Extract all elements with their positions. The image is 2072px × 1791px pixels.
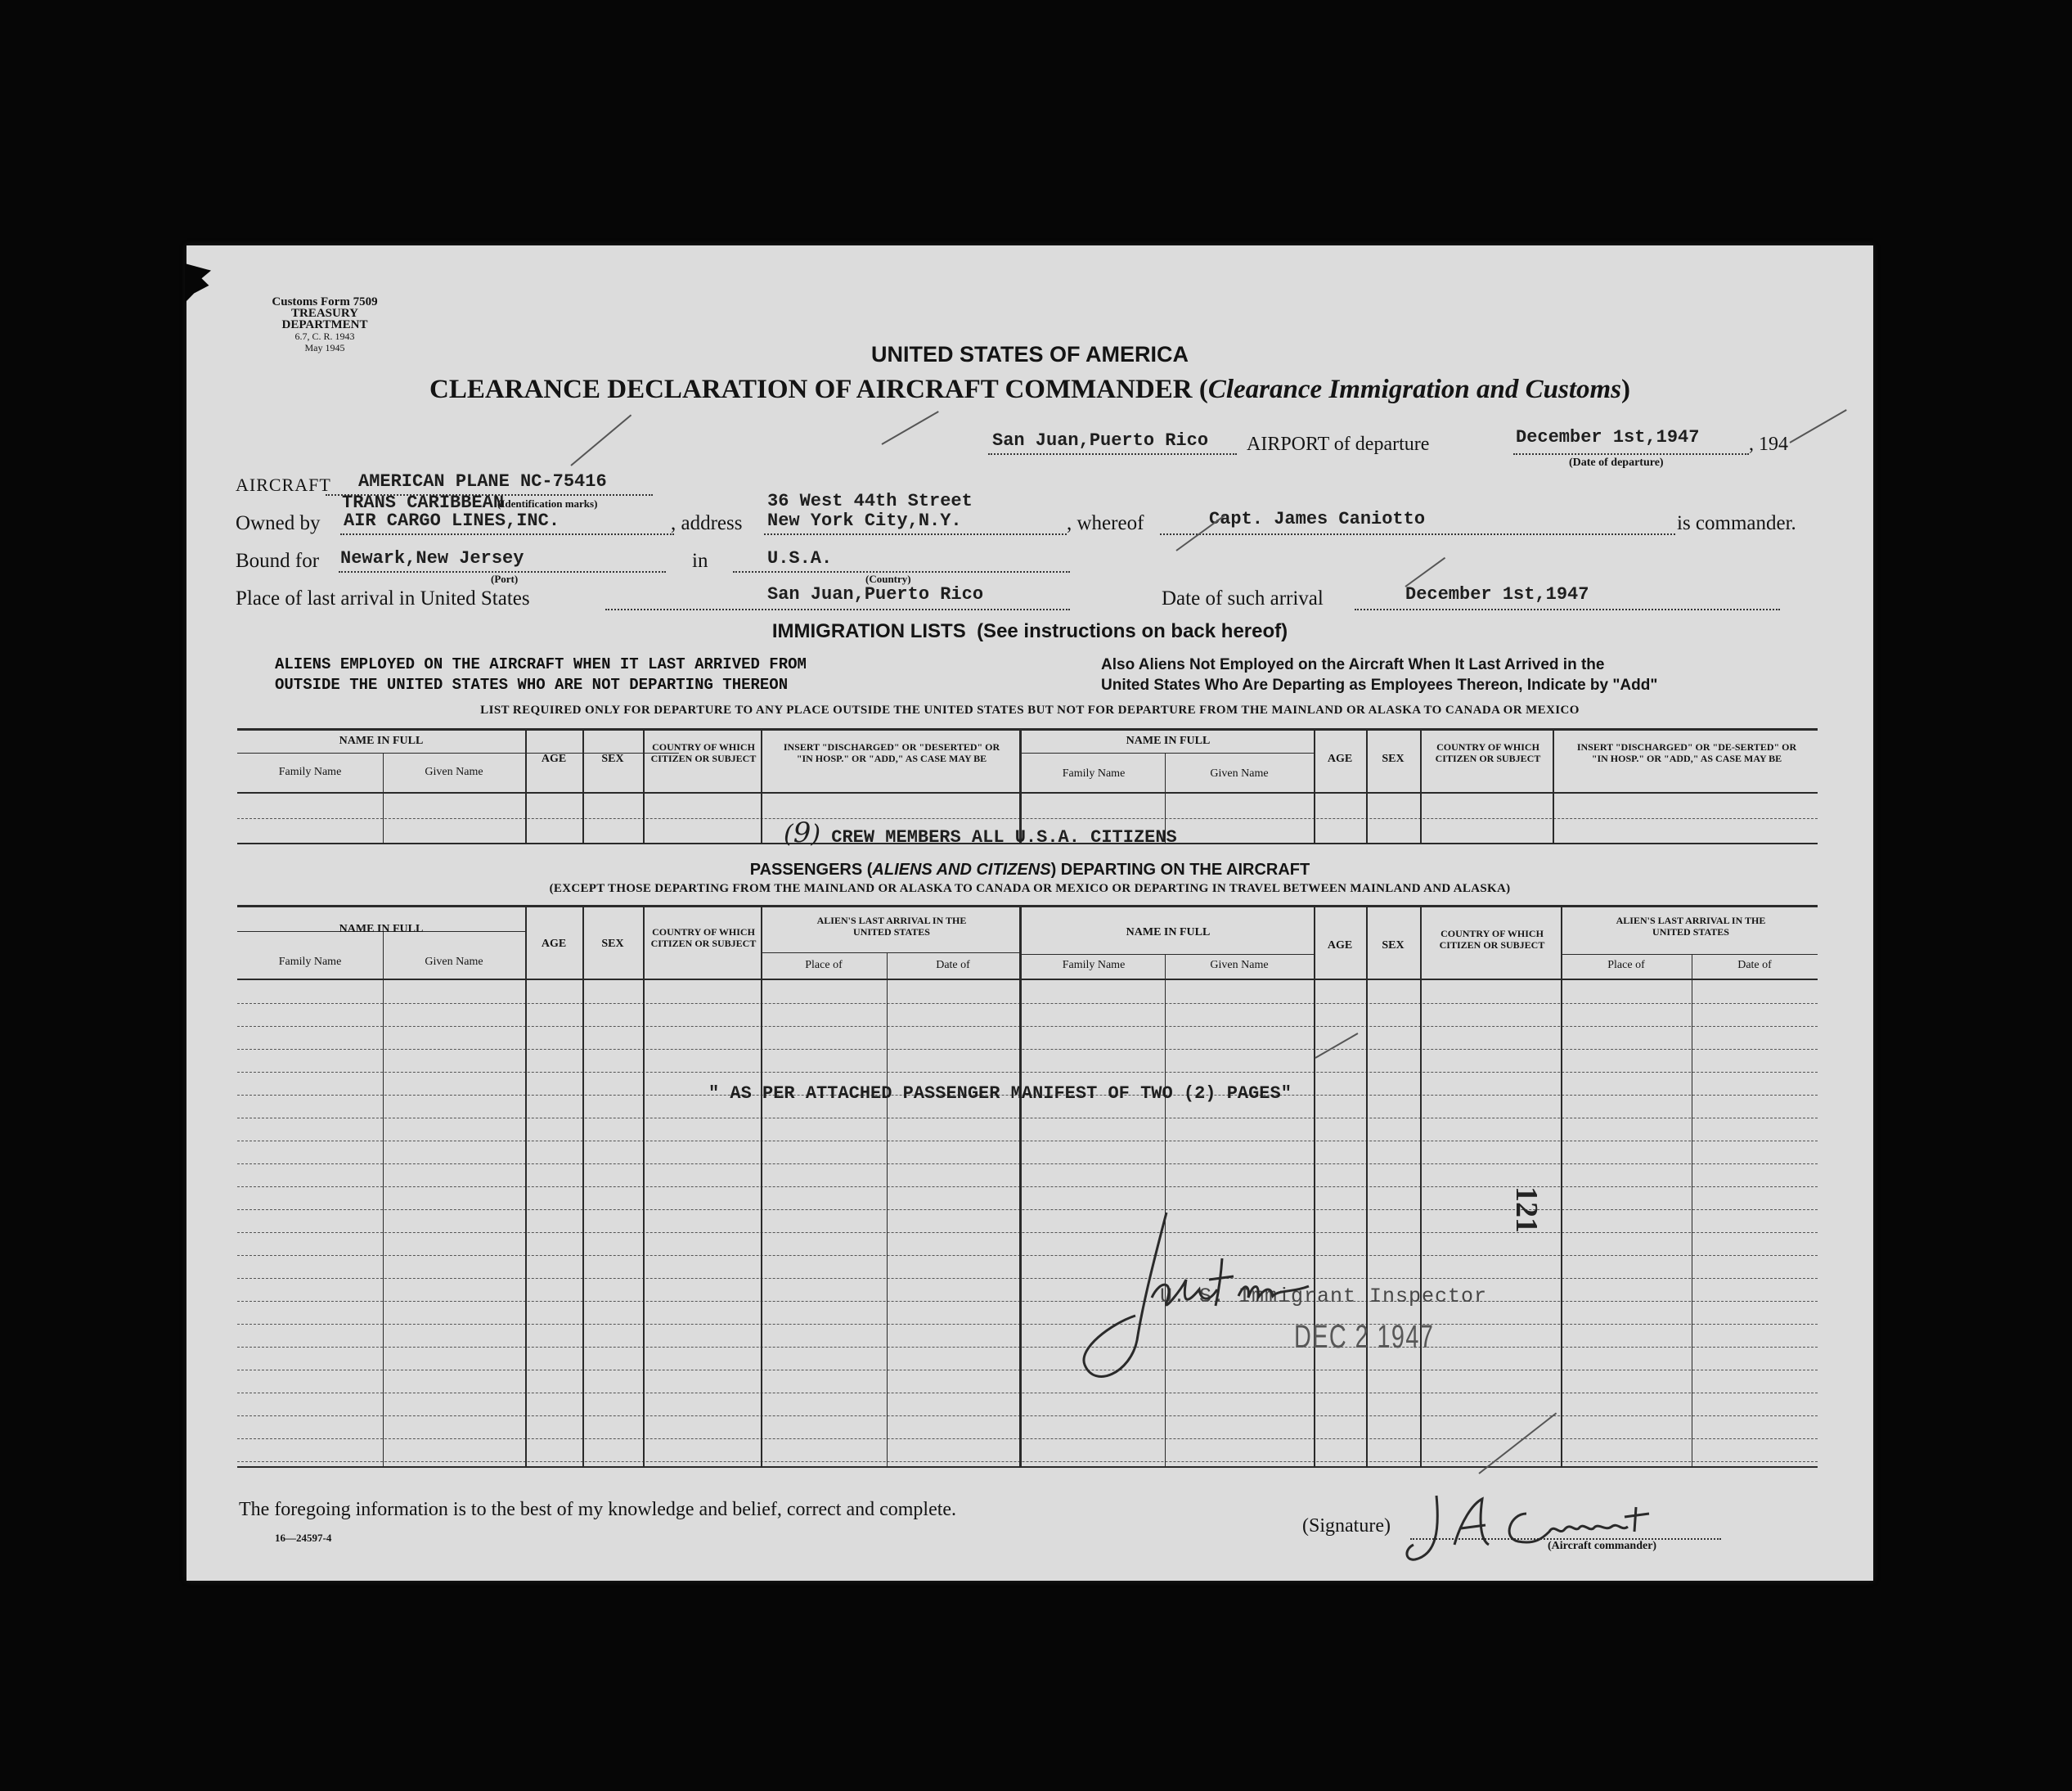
print-code: 16—24597-4 bbox=[275, 1532, 332, 1544]
form-date: May 1945 bbox=[304, 342, 345, 353]
passenger-table-rule bbox=[237, 1209, 1818, 1210]
passengers-heading bbox=[187, 861, 1873, 880]
passenger-table-rule bbox=[237, 1461, 1818, 1462]
passenger-table-rule bbox=[237, 1301, 1818, 1302]
crew-sex-header-right: SEX bbox=[1382, 753, 1405, 765]
aliens-not-employed-line2: United States Who Are Departing as Employees Thereon, Indicate by "Add" bbox=[1101, 677, 1658, 694]
passengers-subtitle: (EXCEPT THOSE DEPARTING FROM THE MAINLAND OR ALASKA TO CANADA OR MEXICO OR DEPARTING IN TRAVEL BETWEEN MAINLAND AND ALASKA) bbox=[549, 882, 1511, 895]
pass-name-in-full-header: NAME IN FULL bbox=[339, 923, 424, 935]
passenger-table-rule bbox=[237, 1049, 1818, 1050]
pass-last-arrival-header: ALIEN'S LAST ARRIVAL IN THE UNITED STATES bbox=[816, 915, 967, 938]
form-title-main: CLEARANCE DECLARATION OF AIRCRAFT COMMANDER ( bbox=[429, 375, 1208, 404]
owner-address1: 36 West 44th Street bbox=[767, 491, 973, 511]
inspector-stamp: U. S. Immigrant Inspector bbox=[1160, 1285, 1488, 1308]
crew-country-header: COUNTRY OF WHICH CITIZEN OR SUBJECT bbox=[650, 741, 757, 764]
passenger-table-rule bbox=[237, 1026, 1818, 1027]
passenger-table-rule bbox=[237, 1186, 1818, 1187]
aliens-not-employed-line1: Also Aliens Not Employed on the Aircraft When It Last Arrived in the bbox=[1101, 656, 1605, 673]
department: TREASURY DEPARTMENT bbox=[281, 307, 368, 331]
pass-sex-header-right: SEX bbox=[1382, 939, 1405, 952]
pass-sex-header: SEX bbox=[601, 938, 624, 950]
commander-name: Capt. James Caniotto bbox=[1209, 509, 1426, 529]
signature-caption: (Aircraft commander) bbox=[1548, 1540, 1657, 1552]
pass-given-name-header-right: Given Name bbox=[1210, 959, 1269, 971]
aircraft-value: AMERICAN PLANE NC-75416 bbox=[358, 471, 607, 492]
pass-name-in-full-header-right: NAME IN FULL bbox=[1126, 926, 1211, 938]
pass-family-name-header-right: Family Name bbox=[1062, 959, 1126, 971]
passenger-table-rule bbox=[237, 1438, 1818, 1439]
crew-name-in-full-header-right: NAME IN FULL bbox=[1126, 735, 1211, 747]
certification-statement: The foregoing information is to the best of my knowledge and belief, correct and complete. bbox=[239, 1499, 957, 1520]
immigration-note: (See instructions on back hereof) bbox=[977, 620, 1288, 642]
passengers-title-italic: ALIENS AND CITIZENS bbox=[872, 861, 1051, 879]
aliens-employed-line2: OUTSIDE THE UNITED STATES WHO ARE NOT DEPARTING THEREON bbox=[275, 676, 789, 694]
list-required-note: LIST REQUIRED ONLY FOR DEPARTURE TO ANY PLACE OUTSIDE THE UNITED STATES BUT NOT FOR DEPARTURE FROM THE MAINLAND OR ALASKA TO CANADA OR MEXICO bbox=[480, 704, 1580, 717]
crew-sex-header: SEX bbox=[601, 753, 624, 765]
bound-for-label: Bound for bbox=[236, 550, 320, 572]
aliens-employed-line1: ALIENS EMPLOYED ON THE AIRCRAFT WHEN IT LAST ARRIVED FROM bbox=[275, 655, 807, 673]
pass-age-header: AGE bbox=[541, 938, 567, 950]
departure-airport-label: AIRPORT of departure bbox=[1247, 434, 1430, 455]
regulation: 6.7, C. R. 1943 bbox=[294, 331, 355, 342]
pass-country-header-right: COUNTRY OF WHICH CITIZEN OR SUBJECT bbox=[1439, 928, 1545, 951]
address-label: , address bbox=[671, 512, 743, 534]
departure-year-suffix: , 194 bbox=[1749, 434, 1788, 455]
bound-country: U.S.A. bbox=[767, 548, 833, 569]
bound-port: Newark,New Jersey bbox=[340, 548, 524, 569]
passengers-title-a: PASSENGERS ( bbox=[749, 861, 873, 879]
crew-age-header: AGE bbox=[541, 753, 567, 765]
commander-suffix: is commander. bbox=[1677, 512, 1796, 534]
crew-name-in-full-header: NAME IN FULL bbox=[339, 735, 424, 747]
passenger-table-rule bbox=[237, 1072, 1818, 1073]
bound-in-label: in bbox=[692, 550, 708, 572]
pass-age-header-right: AGE bbox=[1327, 939, 1353, 952]
clearance-declaration-form bbox=[187, 245, 1873, 1581]
passenger-table-rule bbox=[237, 1163, 1818, 1164]
passenger-table-rule bbox=[237, 1278, 1818, 1279]
signature-label: (Signature) bbox=[1302, 1515, 1391, 1537]
pass-family-name-header: Family Name bbox=[278, 956, 342, 968]
pass-given-name-header: Given Name bbox=[425, 956, 483, 968]
crew-age-header-right: AGE bbox=[1327, 753, 1353, 765]
departure-date-caption: (Date of departure) bbox=[1569, 457, 1664, 469]
crew-family-name-header: Family Name bbox=[278, 766, 342, 778]
owner-line2: AIR CARGO LINES,INC. bbox=[344, 511, 560, 531]
passenger-table-rule bbox=[237, 1255, 1818, 1256]
margin-page-number: 121 bbox=[1509, 1186, 1544, 1233]
crew-insert-status-header-left: INSERT "DISCHARGED" OR "DESERTED" OR "IN HOSP." OR "ADD," AS CASE MAY BE bbox=[783, 741, 1000, 764]
immigration-heading bbox=[187, 620, 1873, 643]
pass-date-of-header-right: Date of bbox=[1737, 959, 1772, 971]
crew-family-name-header-right: Family Name bbox=[1062, 767, 1126, 780]
inspection-date-stamp: DEC 2 1947 bbox=[1294, 1319, 1435, 1355]
crew-count: 9 bbox=[793, 817, 811, 849]
port-caption: (Port) bbox=[491, 573, 519, 585]
inspector-signature bbox=[1078, 1201, 1315, 1397]
crew-given-name-header: Given Name bbox=[425, 766, 483, 778]
commander-signature bbox=[1404, 1481, 1698, 1571]
pass-place-of-header: Place of bbox=[805, 959, 843, 971]
immigration-title: IMMIGRATION LISTS bbox=[771, 620, 966, 642]
passenger-table-rule bbox=[237, 1232, 1818, 1233]
form-title bbox=[187, 375, 1873, 405]
aliens-not-employed-heading bbox=[1101, 655, 1657, 695]
departure-airport: San Juan,Puerto Rico bbox=[992, 430, 1209, 451]
country-heading: UNITED STATES OF AMERICA bbox=[871, 342, 1189, 367]
form-number: Customs Form 7509 bbox=[272, 295, 378, 308]
departure-date: December 1st,1947 bbox=[1516, 427, 1700, 448]
passenger-table-rule bbox=[237, 1003, 1818, 1004]
pass-last-arrival-header-right: ALIEN'S LAST ARRIVAL IN THE UNITED STATES bbox=[1616, 915, 1766, 938]
last-arrival-label: Place of last arrival in United States bbox=[236, 587, 530, 610]
crew-entry: (9) CREW MEMBERS ALL U.S.A. CITIZENS bbox=[784, 817, 1177, 849]
identification-caption: (Identification marks) bbox=[497, 497, 598, 510]
last-arrival-place: San Juan,Puerto Rico bbox=[767, 584, 984, 605]
owned-by-label: Owned by bbox=[236, 512, 321, 534]
aliens-employed-heading bbox=[275, 655, 807, 695]
pass-date-of-header: Date of bbox=[936, 959, 970, 971]
form-title-close: ) bbox=[1621, 375, 1630, 404]
whereof-label: , whereof bbox=[1067, 512, 1144, 534]
owner-address2: New York City,N.Y. bbox=[767, 511, 962, 531]
aircraft-label: AIRCRAFT bbox=[236, 475, 331, 495]
owner-line1: TRANS CARIBBEAN bbox=[342, 493, 505, 513]
passenger-manifest-note: " AS PER ATTACHED PASSENGER MANIFEST OF TWO (2) PAGES" bbox=[708, 1083, 1292, 1104]
pass-country-header: COUNTRY OF WHICH CITIZEN OR SUBJECT bbox=[650, 926, 757, 949]
country-caption: (Country) bbox=[865, 573, 911, 585]
crew-insert-status-header-right: INSERT "DISCHARGED" OR "DE-SERTED" OR "IN HOSP." OR "ADD," AS CASE MAY BE bbox=[1576, 741, 1797, 764]
passenger-table-rule bbox=[237, 1324, 1818, 1325]
passenger-table-rule bbox=[237, 1347, 1818, 1348]
pass-place-of-header-right: Place of bbox=[1607, 959, 1645, 971]
crew-given-name-header-right: Given Name bbox=[1210, 767, 1269, 780]
arrival-date: December 1st,1947 bbox=[1405, 584, 1589, 605]
arrival-date-label: Date of such arrival bbox=[1162, 587, 1324, 610]
form-title-italic: Clearance Immigration and Customs bbox=[1207, 375, 1621, 404]
crew-entry-text: CREW MEMBERS ALL U.S.A. CITIZENS bbox=[831, 827, 1177, 848]
passenger-table-rule bbox=[237, 1415, 1818, 1416]
crew-country-header-right: COUNTRY OF WHICH CITIZEN OR SUBJECT bbox=[1435, 741, 1541, 764]
passengers-title-b: ) DEPARTING ON THE AIRCRAFT bbox=[1050, 861, 1310, 879]
